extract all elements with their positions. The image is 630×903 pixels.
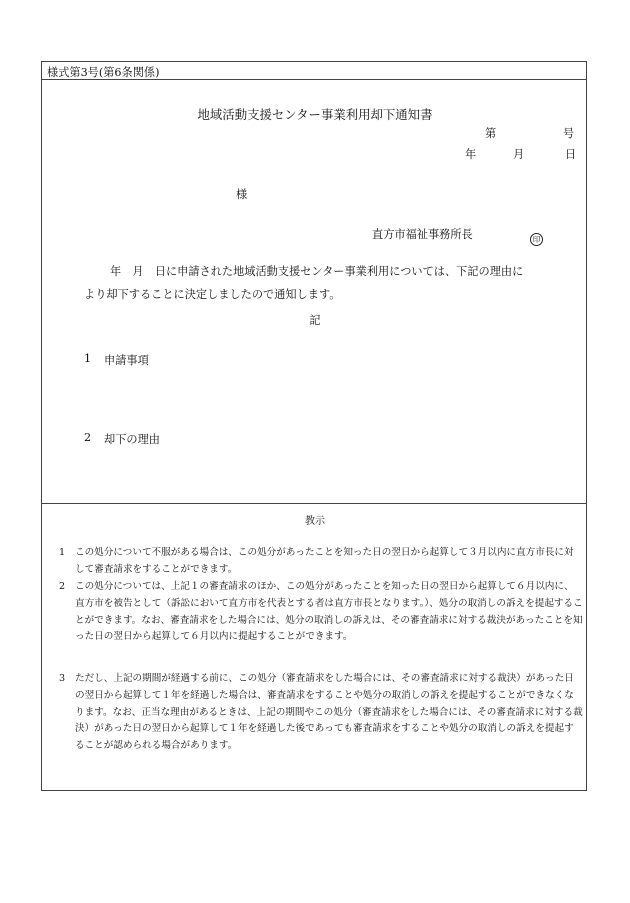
notice-paragraph-2-text: この処分については、上記１の審査請求のほか、この処分があったことを知った日の翌日から起算して６月以内に、直方市を被告として（訴訟において直方市を代表とする者は直方市長となります。）、処分の取消しの訴えを提起することができます。なお、審査請求をした場合には、処分の取消しの訴えは、その審査請求に対する裁決があったことを知った日の翌日から起算して６月以内に提起することができます。 (75, 581, 583, 643)
seal-icon (530, 227, 543, 246)
item-1-label: 申請事項 (104, 354, 149, 367)
ki-heading: 記 (309, 314, 321, 327)
notice-title: 教示 (305, 516, 325, 527)
notice-paragraph-1 (59, 545, 583, 579)
item-2-number: 2 (84, 431, 92, 444)
item-2-label: 却下の理由 (104, 433, 160, 446)
date-day: 日 (565, 148, 577, 161)
intro-line-1: 年 月 日に申請された地域活動支援センター事業利用については、下記の理由に (110, 265, 524, 278)
notice-paragraph-1-number: 1 (59, 547, 66, 558)
doc-number-suffix: 号 (563, 127, 575, 140)
intro-line-2: より却下することに決定しましたので通知します。 (84, 288, 341, 301)
addressee-suffix: 様 (236, 188, 248, 201)
notice-paragraph-3-number: 3 (59, 673, 66, 684)
doc-number-prefix: 第 (485, 127, 497, 140)
notice-paragraph-2 (59, 579, 583, 646)
document-title: 地域活動支援センター事業利用却下通知書 (197, 107, 433, 122)
notice-paragraph-2-number: 2 (59, 581, 66, 592)
notice-paragraph-3 (59, 671, 583, 755)
seal-label: 印 (530, 233, 543, 246)
notice-paragraph-3-text: ただし、上記の期間が経過する前に、この処分（審査請求をした場合には、その審査請求に対する裁決）があった日の翌日から起算して１年を経過した場合は、審査請求をすることや処分の取消しの訴えを提起することができなくなります。なお、正当な理由があるときは、上記の期間やこの処分（審査請求をした場合には、その審査請求に対する裁決）があった日の翌日から起算して１年を経過した後であっても審査請求をすることや処分の取消しの訴えを提起することが認められる場合があります。 (75, 673, 583, 752)
form-divider-notice (41, 503, 587, 504)
notice-paragraph-1-text: この処分について不服がある場合は、この処分があったことを知った日の翌日から起算して３月以内に直方市長に対して審査請求をすることができます。 (75, 547, 574, 575)
item-1-number: 1 (84, 352, 92, 365)
date-year: 年 (465, 148, 477, 161)
issuer-name: 直方市福祉事務所長 (372, 228, 473, 241)
date-month: 月 (513, 148, 525, 161)
form-number: 様式第3号(第6条関係) (47, 66, 160, 79)
